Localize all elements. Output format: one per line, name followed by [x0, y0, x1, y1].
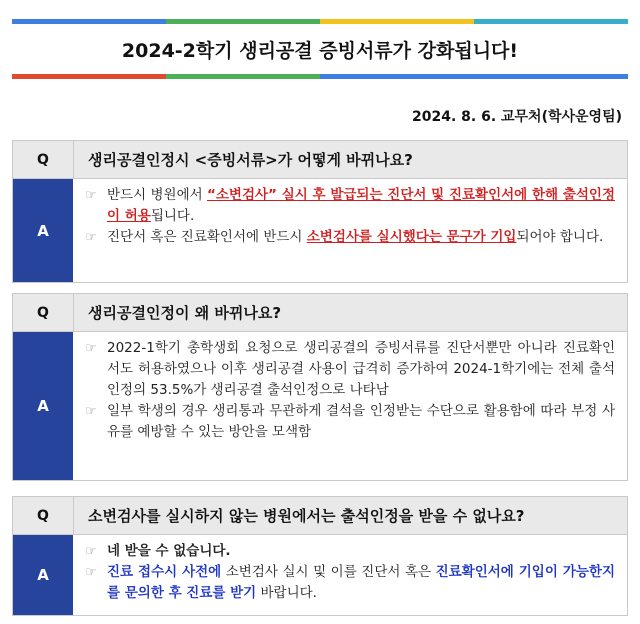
- answer-item: [85, 227, 615, 248]
- title-bottom-color-bar: [12, 74, 628, 79]
- pointing-hand-icon: ☞: [85, 565, 97, 580]
- answer-text: 바랍니다.: [256, 585, 317, 601]
- pointing-hand-icon: ☞: [85, 404, 97, 419]
- a-label: A: [13, 179, 73, 282]
- highlight-red-text: 소변검사를 실시했다는 문구가 기입: [306, 229, 517, 245]
- date-and-department: 2024. 8. 6. 교무처(학사운영팀): [411, 109, 622, 125]
- answer-row: [13, 535, 627, 615]
- answer-text: 네 받을 수 없습니다.: [107, 543, 231, 559]
- qa-block-2: [12, 293, 628, 481]
- answer-text: 2022-1학기 총학생회 요청으로 생리공결의 증빙서류를 진단서뿐만 아니라 진료확인서도 허용하였으나 이후 생리공결 사용이 급격히 증가하여 2024-1학기에는 전체 출석인정의 53.5%가 생리공결 출석인정으로 나타남: [107, 340, 615, 398]
- highlight-blue-text: 진료확인서에 기입이 가능한지를 문의한 후 진료를 받기: [107, 564, 616, 601]
- answer-item: [85, 338, 615, 401]
- a-label: A: [13, 332, 73, 480]
- question-text: 생리공결인정이 왜 바뀌나요?: [74, 294, 627, 331]
- answer-item: [85, 401, 615, 443]
- a-label: A: [13, 535, 73, 615]
- answer-item: [85, 562, 615, 604]
- answer-body: [73, 535, 627, 615]
- pointing-hand-icon: ☞: [85, 188, 97, 203]
- bottom-bar-segment: [12, 74, 166, 79]
- question-row: [13, 294, 627, 332]
- pointing-hand-icon: ☞: [85, 230, 97, 245]
- highlight-blue-text: 진료 접수시 사전에: [107, 564, 222, 580]
- answer-text: 소변검사 실시 및 이를 진단서 혹은: [221, 564, 436, 580]
- q-label: Q: [13, 294, 74, 331]
- answer-body: [73, 179, 627, 282]
- answer-text: 되어야 합니다.: [516, 229, 604, 245]
- answer-row: [13, 332, 627, 480]
- pointing-hand-icon: ☞: [85, 341, 97, 356]
- question-text: 생리공결인정시 <증빙서류>가 어떻게 바뀌나요?: [74, 141, 627, 178]
- question-row: [13, 497, 627, 535]
- answer-body: [73, 332, 627, 480]
- pointing-hand-icon: ☞: [85, 544, 97, 559]
- qa-block-1: [12, 140, 628, 283]
- answer-text: 됩니다.: [150, 208, 195, 224]
- bottom-bar-segment: [474, 74, 628, 79]
- answer-item: [85, 541, 615, 562]
- answer-item: [85, 185, 615, 227]
- answer-text: 진단서 혹은 진료확인서에 반드시: [107, 229, 307, 245]
- page-title: 2024-2학기 생리공결 증빙서류가 강화됩니다!: [121, 39, 519, 62]
- answer-row: [13, 179, 627, 282]
- question-text: 소변검사를 실시하지 않는 병원에서는 출석인정을 받을 수 없나요?: [74, 497, 627, 534]
- answer-text: 일부 학생의 경우 생리통과 무관하게 결석을 인정받는 수단으로 활용함에 따라 부정 사유를 예방할 수 있는 방안을 모색함: [107, 403, 615, 440]
- qa-block-3: [12, 496, 628, 616]
- q-label: Q: [13, 497, 74, 534]
- question-row: [13, 141, 627, 179]
- bottom-bar-segment: [320, 74, 474, 79]
- bottom-bar-segment: [166, 74, 320, 79]
- answer-text: 반드시 병원에서: [107, 187, 208, 203]
- highlight-red-text: “소변검사” 실시 후 발급되는 진단서 및 진료확인서에 한해 출석인정이 허용: [107, 187, 616, 224]
- q-label: Q: [13, 141, 74, 178]
